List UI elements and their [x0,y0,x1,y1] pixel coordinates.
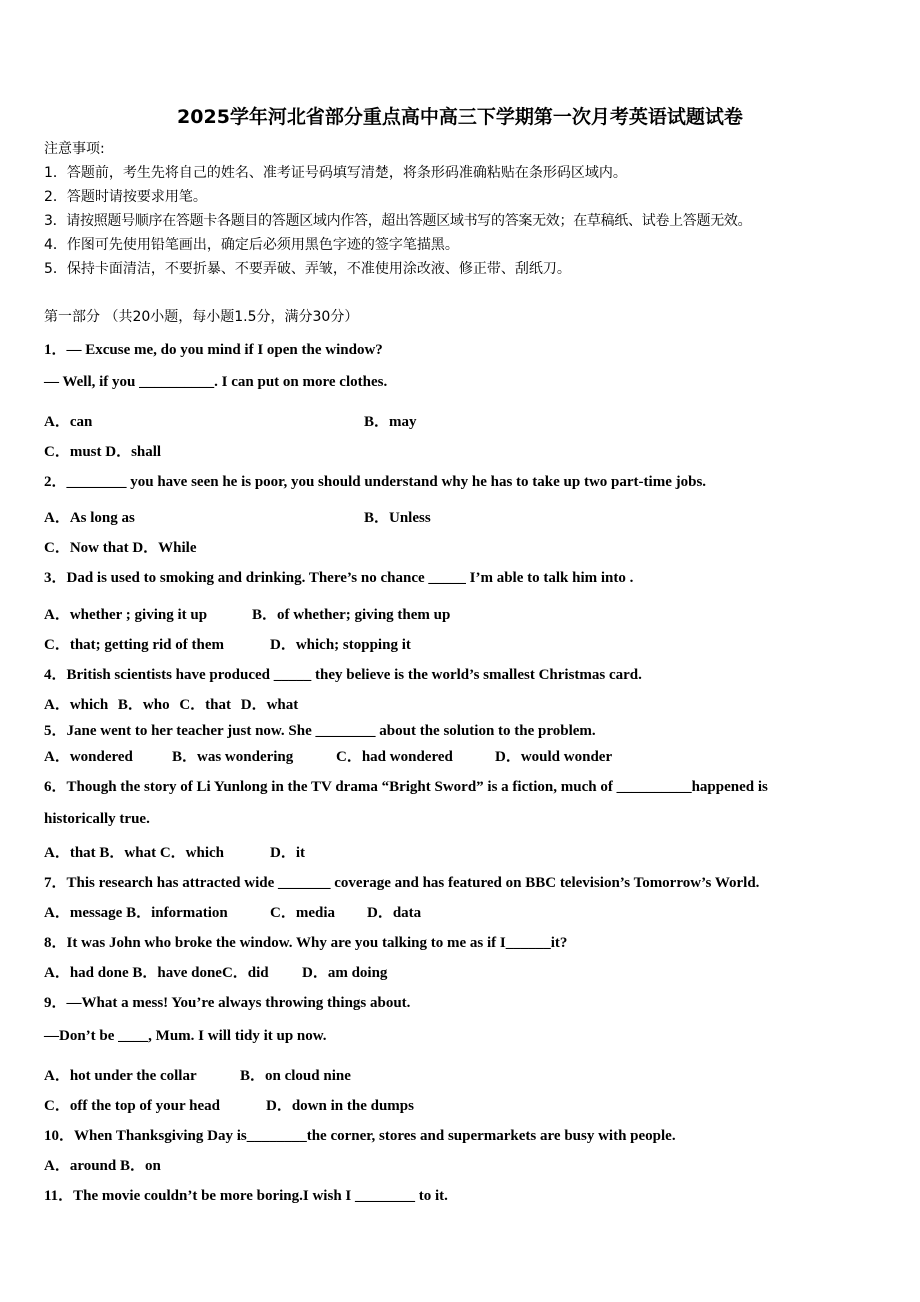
option-c: C．off the top of your head [44,1098,220,1114]
section-heading: 第一部分 （共20小题，每小题1.5分，满分30分） [44,309,359,325]
option-ab: A．message B．information [44,905,228,921]
question-7-stem: 7．This research has attracted wide _______ coverage and has featured on BBC television’s Tomorrow’s World. [44,875,760,891]
question-8-stem: 8．It was John who broke the window. Why are you talking to me as if I______it? [44,935,568,951]
option-b: B．Unless [364,510,431,526]
option-d: D．am doing [302,965,388,981]
option-a: A．wondered [44,749,133,765]
question-2-stem: 2．________ you have seen he is poor, you should understand why he has to take up two part-time jobs. [44,474,707,490]
option-c: C．that; getting rid of them [44,637,224,653]
option-a: A．hot under the collar [44,1068,197,1084]
option-a: A．can [44,414,93,430]
option-abc: A．that B．what C．which [44,845,225,861]
note-item: 2．答题时请按要求用笔。 [44,189,207,205]
option-a: A．whether ; giving it up [44,607,208,623]
option-d: D．data [367,905,422,921]
question-6-stem: 6．Though the story of Li Yunlong in the TV drama “Bright Sword” is a fiction, much of __________happened is [44,779,768,795]
option-ab: A．around B．on [44,1158,161,1174]
question-10-stem: 10．When Thanksgiving Day is________the corner, stores and supermarkets are busy with people. [44,1128,676,1144]
option-d: D．which; stopping it [270,637,411,653]
exam-title: 2025学年河北省部分重点高中高三下学期第一次月考英语试题试卷 [177,106,743,128]
note-item: 1．答题前，考生先将自己的姓名、准考证号码填写清楚，将条形码准确粘贴在条形码区域内。 [44,165,627,181]
notes-heading: 注意事项: [44,141,105,157]
note-item: 4．作图可先使用铅笔画出，确定后必须用黑色字迹的签字笔描黑。 [44,237,459,253]
option-a: A．As long as [44,510,135,526]
note-item: 5．保持卡面清洁，不要折暴、不要弄破、弄皱，不准使用涂改液、修正带、刮纸刀。 [44,261,571,277]
option-b: B．may [364,414,417,430]
option-c: C．had wondered [336,749,453,765]
question-11-stem: 11．The movie couldn’t be more boring.I wish I ________ to it. [44,1188,448,1204]
option-c: C．media [270,905,335,921]
option-d: D．down in the dumps [266,1098,414,1114]
question-4-stem: 4．British scientists have produced _____ they believe is the world’s smallest Christmas card. [44,667,642,683]
question-5-stem: 5．Jane went to her teacher just now. She ________ about the solution to the problem. [44,723,596,739]
option-d: D．would wonder [495,749,613,765]
option-b: B．was wondering [172,749,294,765]
question-1-options-cd: C．must D．shall [44,444,162,460]
option-d: D．it [270,845,305,861]
note-item: 3．请按照题号顺序在答题卡各题目的答题区域内作答，超出答题区域书写的答案无效；在草稿纸、试卷上答题无效。 [44,213,752,229]
question-2-options-cd: C．Now that D．While [44,540,197,556]
question-9-stem: 9．—What a mess! You’re always throwing things about. [44,995,411,1011]
question-4-options: A．which B．who C．that D．what [44,697,299,713]
option-b: B．of whether; giving them up [252,607,451,623]
question-1-stem: 1．— Excuse me, do you mind if I open the window? [44,342,383,358]
question-6-stem-2: historically true. [44,811,150,827]
question-3-stem: 3．Dad is used to smoking and drinking. There’s no chance _____ I’m able to talk him into . [44,570,634,586]
question-9-stem-2: —Don’t be ____, Mum. I will tidy it up now. [44,1028,327,1044]
question-1-stem-2: — Well, if you __________. I can put on more clothes. [44,374,388,390]
option-b: B．on cloud nine [240,1068,351,1084]
option-abc: A．had done B．have doneC．did [44,965,269,981]
